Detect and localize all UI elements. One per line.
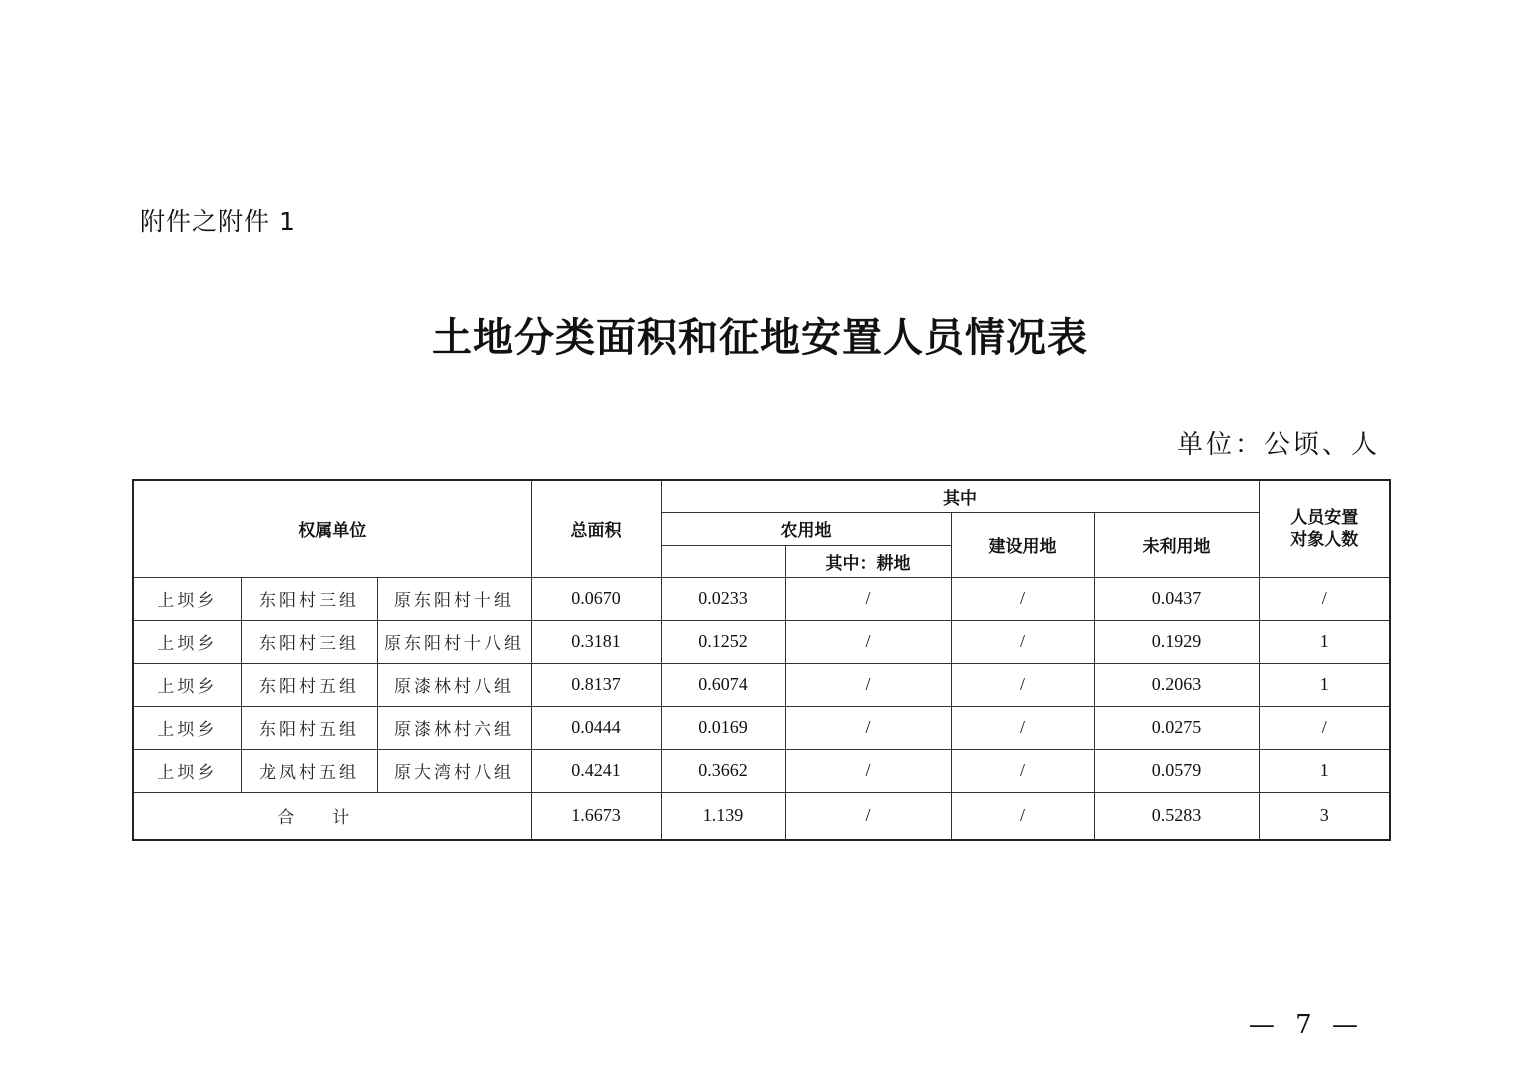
table-header bbox=[133, 480, 1390, 577]
table-row bbox=[133, 706, 1390, 749]
total-construction-land: / bbox=[951, 792, 1094, 840]
cell-former-group: 原大湾村八组 bbox=[377, 749, 531, 792]
header-agricultural-blank bbox=[661, 545, 785, 577]
cell-construction-land: / bbox=[951, 620, 1094, 663]
cell-former-group: 原漆林村六组 bbox=[377, 706, 531, 749]
header-ownership: 权属单位 bbox=[133, 480, 531, 577]
header-agricultural-land: 农用地 bbox=[661, 512, 951, 545]
header-total-area: 总面积 bbox=[531, 480, 661, 577]
cell-unused-land: 0.0275 bbox=[1094, 706, 1259, 749]
table-row bbox=[133, 577, 1390, 620]
cell-cultivated-land: / bbox=[785, 620, 951, 663]
header-resettled-persons bbox=[1259, 480, 1390, 577]
cell-resettled-persons: / bbox=[1259, 706, 1390, 749]
attachment-label: 附件之附件 1 bbox=[140, 207, 296, 236]
cell-agricultural-land: 0.0233 bbox=[661, 577, 785, 620]
cell-resettled-persons: / bbox=[1259, 577, 1390, 620]
cell-agricultural-land: 0.6074 bbox=[661, 663, 785, 706]
cell-cultivated-land: / bbox=[785, 663, 951, 706]
cell-total-area: 0.3181 bbox=[531, 620, 661, 663]
table-row bbox=[133, 620, 1390, 663]
cell-construction-land: / bbox=[951, 663, 1094, 706]
cell-agricultural-land: 0.0169 bbox=[661, 706, 785, 749]
cell-township: 上坝乡 bbox=[133, 706, 241, 749]
total-cultivated-land: / bbox=[785, 792, 951, 840]
cell-agricultural-land: 0.3662 bbox=[661, 749, 785, 792]
land-area-table bbox=[132, 479, 1391, 841]
total-label: 合计 bbox=[133, 792, 531, 840]
cell-village-group: 东阳村三组 bbox=[241, 620, 377, 663]
cell-township: 上坝乡 bbox=[133, 749, 241, 792]
header-construction-land: 建设用地 bbox=[951, 512, 1094, 577]
unit-note: 单位：公顷、人 bbox=[1176, 430, 1380, 460]
total-unused-land: 0.5283 bbox=[1094, 792, 1259, 840]
cell-unused-land: 0.2063 bbox=[1094, 663, 1259, 706]
cell-resettled-persons: 1 bbox=[1259, 620, 1390, 663]
cell-total-area: 0.8137 bbox=[531, 663, 661, 706]
cell-total-area: 0.0670 bbox=[531, 577, 661, 620]
cell-resettled-persons: 1 bbox=[1259, 749, 1390, 792]
cell-village-group: 东阳村五组 bbox=[241, 663, 377, 706]
cell-village-group: 东阳村三组 bbox=[241, 577, 377, 620]
cell-former-group: 原漆林村八组 bbox=[377, 663, 531, 706]
cell-cultivated-land: / bbox=[785, 577, 951, 620]
table-row bbox=[133, 663, 1390, 706]
header-resettled-persons-text: 人员安置对象人数 bbox=[1290, 507, 1359, 550]
cell-former-group: 原东阳村十组 bbox=[377, 577, 531, 620]
total-row bbox=[133, 792, 1390, 840]
page-title: 土地分类面积和征地安置人员情况表 bbox=[432, 314, 1088, 361]
cell-construction-land: / bbox=[951, 706, 1094, 749]
cell-former-group: 原东阳村十八组 bbox=[377, 620, 531, 663]
cell-resettled-persons: 1 bbox=[1259, 663, 1390, 706]
total-agricultural-land: 1.139 bbox=[661, 792, 785, 840]
cell-village-group: 东阳村五组 bbox=[241, 706, 377, 749]
table-body bbox=[133, 577, 1390, 840]
total-area: 1.6673 bbox=[531, 792, 661, 840]
cell-unused-land: 0.0579 bbox=[1094, 749, 1259, 792]
cell-township: 上坝乡 bbox=[133, 663, 241, 706]
header-unused-land: 未利用地 bbox=[1094, 512, 1259, 577]
cell-unused-land: 0.1929 bbox=[1094, 620, 1259, 663]
cell-cultivated-land: / bbox=[785, 706, 951, 749]
header-cultivated-land: 其中：耕地 bbox=[785, 545, 951, 577]
cell-agricultural-land: 0.1252 bbox=[661, 620, 785, 663]
header-of-which: 其中 bbox=[661, 480, 1259, 512]
cell-construction-land: / bbox=[951, 749, 1094, 792]
total-resettled-persons: 3 bbox=[1259, 792, 1390, 840]
cell-total-area: 0.4241 bbox=[531, 749, 661, 792]
cell-cultivated-land: / bbox=[785, 749, 951, 792]
cell-total-area: 0.0444 bbox=[531, 706, 661, 749]
cell-village-group: 龙凤村五组 bbox=[241, 749, 377, 792]
cell-construction-land: / bbox=[951, 577, 1094, 620]
cell-unused-land: 0.0437 bbox=[1094, 577, 1259, 620]
cell-township: 上坝乡 bbox=[133, 577, 241, 620]
cell-township: 上坝乡 bbox=[133, 620, 241, 663]
page-number: — 7 — bbox=[1248, 1010, 1364, 1040]
table-row bbox=[133, 749, 1390, 792]
